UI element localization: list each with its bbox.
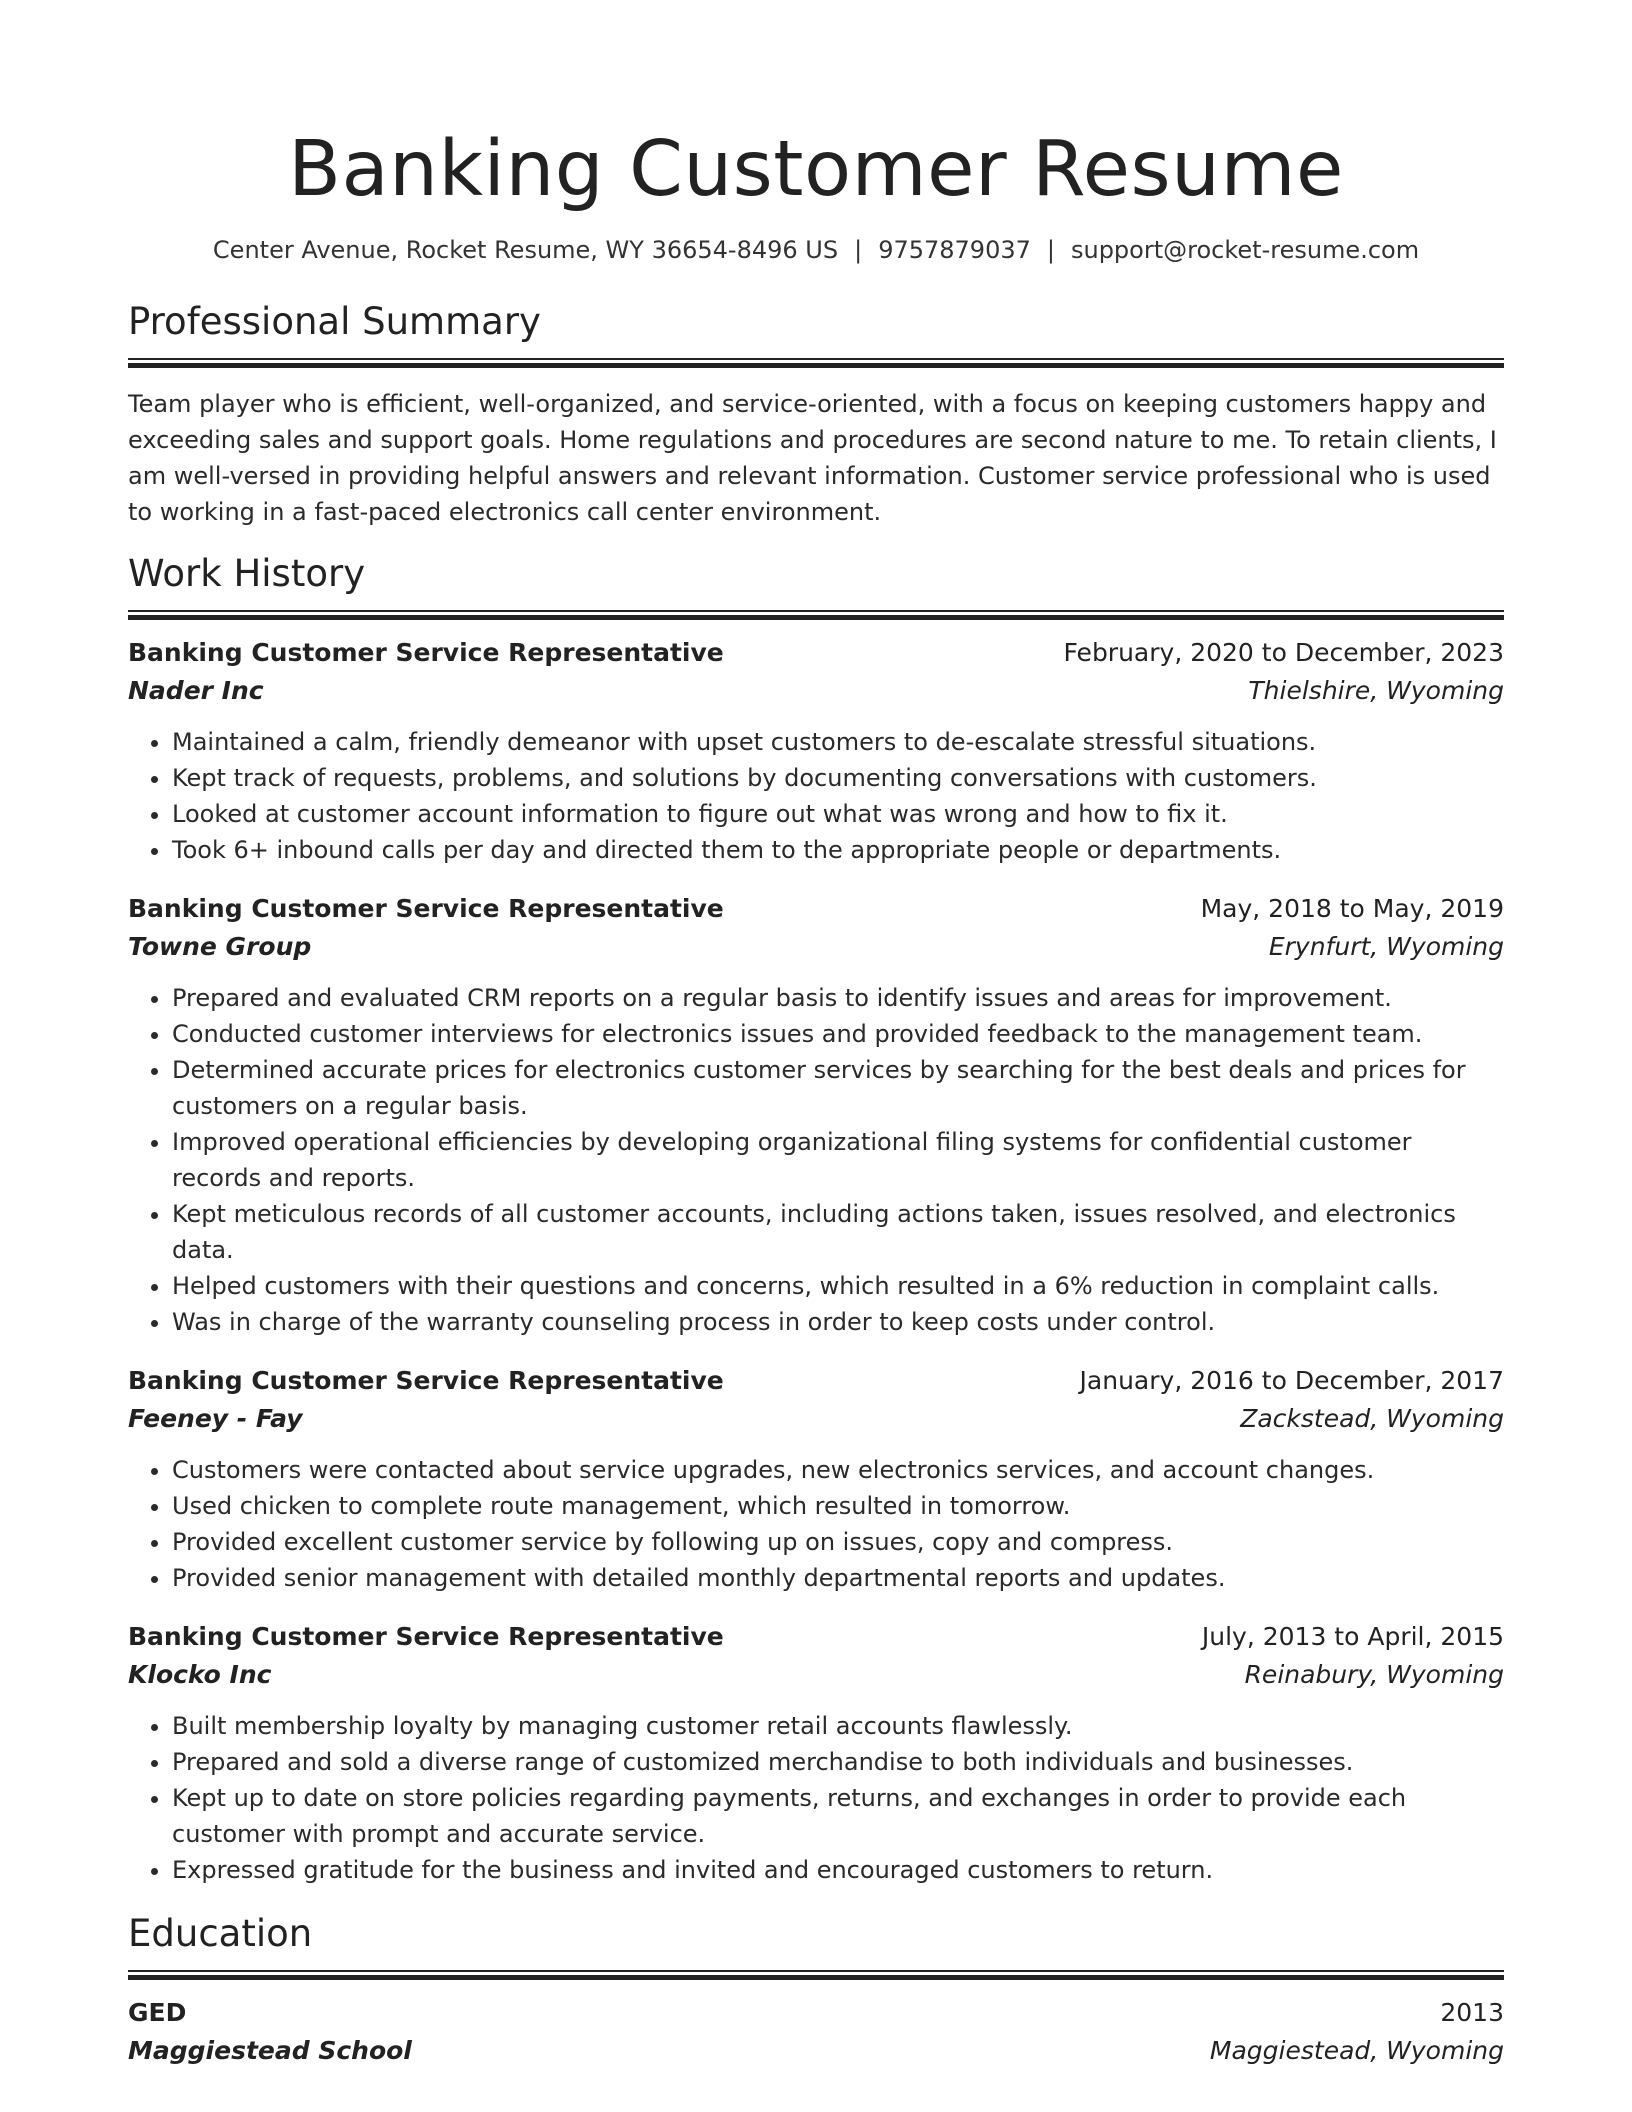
- job-subheader: [128, 672, 1504, 710]
- job-header: [128, 890, 1504, 928]
- job-bullet: • Looked at customer account information to figure out what was wrong and how to fix it.: [172, 796, 1504, 832]
- job-bullet: • Took 6+ inbound calls per day and directed them to the appropriate people or departments.: [172, 832, 1504, 868]
- job-bullet: • Maintained a calm, friendly demeanor with upset customers to de-escalate stressful situations.: [172, 724, 1504, 760]
- summary-section: [128, 298, 1504, 530]
- education-entry: [128, 1994, 1504, 2070]
- education-year: 2013: [1440, 1998, 1504, 2027]
- contact-separator: |: [854, 236, 863, 264]
- job-bullet: • Helped customers with their questions and concerns, which resulted in a 6% reduction in complaint calls.: [172, 1268, 1504, 1304]
- job-title: Banking Customer Service Representative: [128, 1622, 724, 1651]
- contact-address: Center Avenue, Rocket Resume, WY 36654-8496 US: [212, 236, 839, 264]
- job-header: [128, 1362, 1504, 1400]
- job-entry: [128, 890, 1504, 1340]
- job-entry: [128, 634, 1504, 868]
- job-subheader: [128, 1656, 1504, 1694]
- section-title-education: Education: [128, 1912, 313, 1955]
- job-dates: February, 2020 to December, 2023: [1063, 638, 1504, 667]
- section-divider: [128, 358, 1504, 368]
- job-dates: July, 2013 to April, 2015: [1201, 1622, 1504, 1651]
- section-title-work-history: Work History: [128, 552, 366, 595]
- job-company: Towne Group: [128, 932, 312, 961]
- job-bullet: • Prepared and evaluated CRM reports on a regular basis to identify issues and areas for improvement.: [172, 980, 1504, 1016]
- job-bullets: [128, 1452, 1504, 1596]
- job-bullet: • Used chicken to complete route management, which resulted in tomorrow.: [172, 1488, 1504, 1524]
- job-dates: January, 2016 to December, 2017: [1079, 1366, 1504, 1395]
- job-location: Thielshire, Wyoming: [1248, 676, 1504, 705]
- job-entry: [128, 1362, 1504, 1596]
- job-bullet: • Provided excellent customer service by following up on issues, copy and compress.: [172, 1524, 1504, 1560]
- education-location: Maggiestead, Wyoming: [1209, 2036, 1504, 2065]
- section-divider: [128, 610, 1504, 620]
- job-title: Banking Customer Service Representative: [128, 894, 724, 923]
- job-bullets: [128, 724, 1504, 868]
- job-company: Nader Inc: [128, 676, 264, 705]
- education-degree: GED: [128, 1998, 187, 2027]
- contact-line: [128, 234, 1504, 266]
- job-company: Feeney - Fay: [128, 1404, 303, 1433]
- education-school: Maggiestead School: [128, 2036, 412, 2065]
- job-bullet: • Expressed gratitude for the business and invited and encouraged customers to return.: [172, 1852, 1504, 1888]
- job-bullet: • Was in charge of the warranty counseling process in order to keep costs under control.: [172, 1304, 1504, 1340]
- education-header: [128, 1994, 1504, 2032]
- job-title: Banking Customer Service Representative: [128, 638, 724, 667]
- job-location: Reinabury, Wyoming: [1244, 1660, 1504, 1689]
- job-dates: May, 2018 to May, 2019: [1200, 894, 1504, 923]
- job-bullet: • Kept meticulous records of all customer accounts, including actions taken, issues resolved, and electronics data.: [172, 1196, 1504, 1268]
- job-bullet: • Provided senior management with detailed monthly departmental reports and updates.: [172, 1560, 1504, 1596]
- resume-name: Banking Customer Resume: [288, 125, 1344, 214]
- job-company: Klocko Inc: [128, 1660, 272, 1689]
- job-bullet: • Built membership loyalty by managing customer retail accounts flawlessly.: [172, 1708, 1504, 1744]
- job-subheader: [128, 1400, 1504, 1438]
- job-entry: [128, 1618, 1504, 1888]
- job-title: Banking Customer Service Representative: [128, 1366, 724, 1395]
- job-location: Zackstead, Wyoming: [1240, 1404, 1504, 1433]
- summary-text: Team player who is efficient, well-organized, and service-oriented, with a focus on keeping customers happy and exceeding sales and support goals. Home regulations and procedures are second nature to me. To retain clients, I am well-versed in providing helpful answers and relevant information. Customer service professional who is used to working in a fast-paced electronics call center environment.: [128, 390, 1497, 526]
- job-location: Erynfurt, Wyoming: [1268, 932, 1504, 961]
- section-title-summary: Professional Summary: [128, 300, 541, 343]
- job-bullet: • Improved operational efficiencies by developing organizational filing systems for confidential customer records and reports.: [172, 1124, 1504, 1196]
- job-subheader: [128, 928, 1504, 966]
- job-bullets: [128, 980, 1504, 1340]
- contact-phone: 9757879037: [878, 236, 1031, 264]
- contact-separator: |: [1046, 236, 1055, 264]
- resume-page: [128, 0, 1504, 2070]
- job-bullet: • Prepared and sold a diverse range of customized merchandise to both individuals and businesses.: [172, 1744, 1504, 1780]
- work-history-section: [128, 550, 1504, 1888]
- job-bullet: • Determined accurate prices for electronics customer services by searching for the best deals and prices for customers on a regular basis.: [172, 1052, 1504, 1124]
- job-header: [128, 1618, 1504, 1656]
- section-divider: [128, 1970, 1504, 1980]
- job-bullet: • Kept up to date on store policies regarding payments, returns, and exchanges in order to provide each customer with prompt and accurate service.: [172, 1780, 1504, 1852]
- job-bullet: • Conducted customer interviews for electronics issues and provided feedback to the management team.: [172, 1016, 1504, 1052]
- job-bullet: • Customers were contacted about service upgrades, new electronics services, and account changes.: [172, 1452, 1504, 1488]
- education-section: [128, 1910, 1504, 2070]
- job-bullet: • Kept track of requests, problems, and solutions by documenting conversations with customers.: [172, 760, 1504, 796]
- job-header: [128, 634, 1504, 672]
- job-bullets: [128, 1708, 1504, 1888]
- education-subheader: [128, 2032, 1504, 2070]
- contact-email[interactable]: support@rocket-resume.com: [1070, 236, 1420, 264]
